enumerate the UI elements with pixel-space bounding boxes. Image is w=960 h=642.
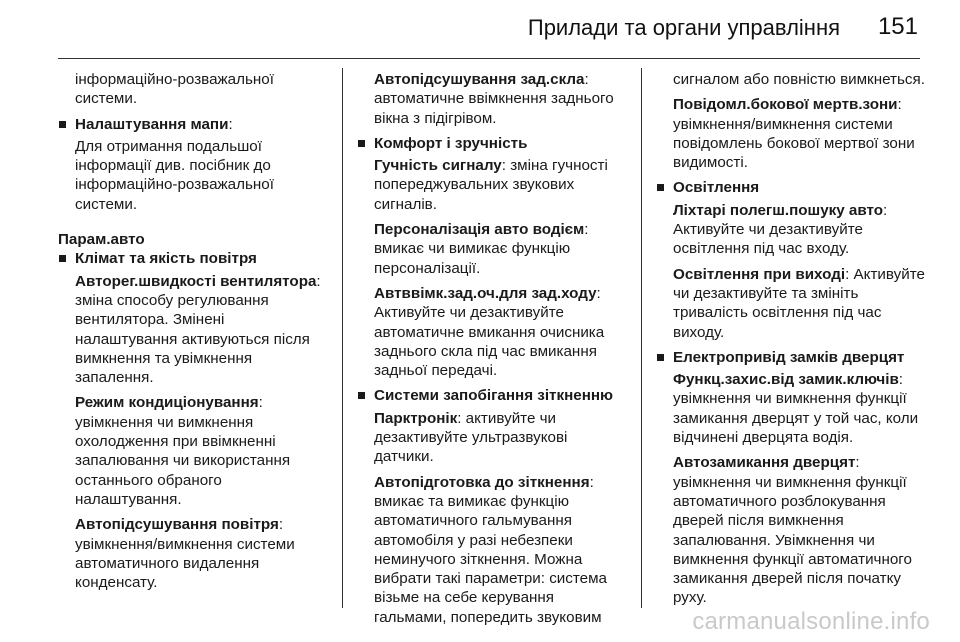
bullet-item [357,134,627,153]
bullet-label: Клімат та якість повітря [75,250,257,268]
paragraph: Для отримання подальшої інформації див. посібник до інформаційно-розважальної системи. [75,137,274,213]
paragraph: Автопідсушування зад.скла: автоматичне ввімкнення заднього вікна з підігрівом. [374,71,614,127]
term: Персоналізація авто водієм [374,221,585,239]
term: Режим кондиціонування [75,394,259,412]
column-divider [342,68,343,608]
bullet-square-icon [657,354,664,361]
page-title: Прилади та органи управління [527,15,840,40]
term: Гучність сигналу [374,157,502,175]
term: Освітлення при виході [673,265,846,283]
paragraph: Автввімк.зад.оч.для зад.ходу: Активуйте чи дезактивуйте автоматичне вмикання очисника заднього скла під час вмикання задньої передачі. [374,284,605,380]
term: Парктронік [374,409,458,427]
bullet-label: Системи запобігання зіткненню [374,387,614,405]
paragraph: сигналом або повністю вимкнеться. [673,71,925,88]
bullet-label: Комфорт і зручність [374,134,528,152]
bullet-square-icon [358,392,365,399]
term: Авторег.швидкості вентилятора [75,272,317,290]
bullet-item [357,386,627,405]
term: Функц.захис.від замик.ключів [673,371,899,389]
bullet-item: Налаштування мапи: [58,115,328,134]
header-rule [58,58,920,59]
paragraph: Автопідготовка до зіткнення: вмикає та вимикає функцію автоматичного гальмування автомобіля у разі небезпеки неминучого зіткнення. Можна вибрати такі параметри: система візьме на себе керування гальмами, попередить звуковим [374,473,608,626]
bullet-label: Електропривід замків дверцят [673,348,905,366]
paragraph: Режим кондиціонування: увімкнення чи вимкнення охолодження при ввімкненні запалювання чи використання останнього обраного налаштування. [75,394,291,508]
bullet-square-icon [657,184,664,191]
bullet-square-icon [59,121,66,128]
term: Автопідсушування зад.скла [374,71,585,88]
term: Автопідготовка до зіткнення [374,473,590,491]
bullet-square-icon [358,140,365,147]
paragraph: Функц.захис.від замик.ключів: увімкнення чи вимкнення функції замикання дверцят у той час, коли відчинені дверцята водія. [673,371,919,447]
paragraph: Ліхтарі полегш.пошуку авто: Активуйте чи дезактивуйте освітлення під час входу. [673,201,888,258]
page-header [0,0,960,60]
column-divider [641,68,642,608]
bullet-label: Освітлення [673,179,760,197]
bullet-square-icon [59,255,66,262]
paragraph: інформаційно-розважальної системи. [75,71,274,108]
section-heading: Парам.авто [58,231,145,249]
paragraph: Освітлення при виході: Активуйте чи дезактивуйте та змініть тривалість освітлення під час виходу. [673,265,925,341]
term: Автввімк.зад.оч.для зад.ходу [374,284,597,302]
paragraph: Парктронік: активуйте чи дезактивуйте ультразвукові датчики. [374,409,568,466]
watermark: carmanualsonline.info [692,608,930,635]
column-2 [357,70,627,633]
column-1 [58,70,328,598]
paragraph: Повідомл.бокової мертв.зони: увімкнення/вимкнення системи повідомлень бокової мертвої зони видимості. [673,96,915,172]
term: Ліхтарі полегш.пошуку авто [673,201,884,219]
paragraph: Автозамикання дверцят: увімкнення чи вимкнення функції автоматичного розблокування дверей після вимкнення запалювання. Увімкнення чи вимкнення функції автоматичного замикання дверей після початку руху. [673,454,912,607]
term: Автозамикання дверцят [673,454,856,472]
term: Автопідсушування повітря [75,516,279,534]
paragraph: Гучність сигналу: зміна гучності попереджувальних звукових сигналів. [374,157,608,213]
bullet-label: Налаштування мапи [75,115,229,133]
paragraph: Персоналізація авто водієм: вмикає чи вимикає функцію персоналізації. [374,221,589,277]
term: Повідомл.бокової мертв.зони [673,96,898,114]
page-number: 151 [877,13,918,40]
paragraph: Автопідсушування повітря: увімкнення/вимкнення системи автоматичного видалення конденсату. [75,516,295,592]
bullet-item [656,178,926,197]
column-3 [656,70,926,614]
paragraph: Авторег.швидкості вентилятора: зміна способу регулювання вентилятора. Змінені налаштування активуються після вимкнення та увімкнення запалення. [75,272,321,387]
bullet-item [58,249,328,268]
bullet-item [656,348,926,367]
